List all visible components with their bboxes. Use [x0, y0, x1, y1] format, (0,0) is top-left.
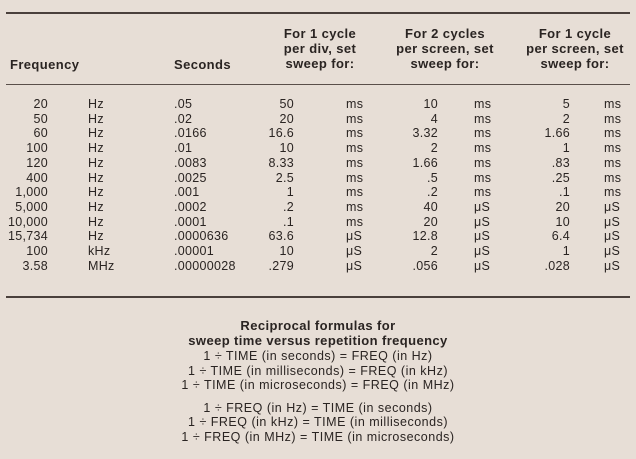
header-col3-line: per screen, set	[526, 41, 624, 56]
cell-c3: 20	[555, 199, 570, 214]
cell-u1: ms	[346, 170, 364, 185]
cell-c3: .83	[551, 155, 570, 170]
cell-u3: μS	[604, 214, 621, 229]
cell-freq: 120	[26, 155, 48, 170]
cell-c3: 10	[555, 214, 570, 229]
header-col3-line: For 1 cycle	[538, 26, 612, 41]
formulas-title-line: sweep time versus repetition frequency	[188, 333, 448, 348]
cell-u2: ms	[474, 126, 492, 141]
header-col2-line: per screen, set	[396, 41, 494, 56]
cell-c2: 4	[430, 111, 438, 126]
cell-funit: kHz	[88, 244, 111, 258]
cell-c1: .1	[282, 214, 294, 229]
cell-funit: Hz	[88, 111, 104, 126]
cell-sec: .0166	[174, 126, 207, 141]
cell-u1: ms	[346, 214, 364, 229]
cell-u3: ms	[604, 170, 622, 185]
cell-funit: Hz	[88, 199, 104, 214]
cell-sec: .0083	[174, 155, 207, 170]
formula-freq-to-time: 1 ÷ FREQ (in kHz) = TIME (in milliseconds)	[188, 415, 448, 429]
formulas-title-line: Reciprocal formulas for	[240, 318, 396, 333]
cell-sec: .00000028	[174, 258, 236, 273]
cell-u2: ms	[474, 155, 492, 170]
header-col2-line: For 2 cycles	[405, 26, 485, 41]
header-col1-line: sweep for:	[285, 56, 355, 71]
cell-u3: ms	[604, 111, 622, 126]
cell-c3: 1.66	[544, 126, 570, 141]
cell-c2: 2	[430, 141, 438, 156]
top-rule	[6, 12, 630, 14]
cell-c1: 10	[279, 141, 294, 156]
cell-c3: .028	[544, 258, 570, 273]
cell-c3: .25	[551, 170, 570, 185]
cell-sec: .0025	[174, 170, 207, 185]
header-col1	[272, 26, 368, 71]
cell-funit: Hz	[88, 185, 104, 200]
cell-funit: MHz	[88, 258, 115, 273]
cell-u1: μS	[346, 244, 363, 258]
cell-freq: 5,000	[15, 199, 48, 214]
cell-funit: Hz	[88, 214, 104, 229]
formula-time-to-freq: 1 ÷ TIME (in seconds) = FREQ (in Hz)	[203, 349, 433, 363]
cell-c1: 10	[279, 244, 294, 258]
cell-u1: μS	[346, 258, 363, 273]
cell-u2: ms	[474, 141, 492, 156]
cell-c2: .056	[412, 258, 438, 273]
cell-freq: 60	[33, 126, 48, 141]
cell-u2: μS	[474, 214, 491, 229]
cell-c3: 2	[562, 111, 570, 126]
cell-freq: 400	[26, 170, 48, 185]
cell-u1: ms	[346, 97, 364, 111]
cell-sec: .0000636	[174, 229, 229, 244]
header-frequency: Frequency	[10, 57, 80, 72]
cell-u2: ms	[474, 185, 492, 200]
formula-freq-to-time: 1 ÷ FREQ (in MHz) = TIME (in microseconds)	[181, 429, 455, 444]
cell-u1: ms	[346, 199, 364, 214]
cell-freq: 50	[33, 111, 48, 126]
header-col1-line: For 1 cycle	[283, 26, 357, 41]
cell-funit: Hz	[88, 126, 104, 141]
header-seconds: Seconds	[174, 57, 231, 72]
formula-freq-to-time: 1 ÷ FREQ (in Hz) = TIME (in seconds)	[203, 400, 433, 415]
cell-c1: 16.6	[268, 126, 294, 141]
cell-u1: ms	[346, 126, 364, 141]
cell-c1: 20	[279, 111, 294, 126]
cell-sec: .05	[174, 97, 193, 111]
cell-funit: Hz	[88, 229, 104, 244]
cell-u1: ms	[346, 111, 364, 126]
cell-freq: 10,000	[8, 214, 49, 229]
cell-c2: 3.32	[412, 126, 438, 141]
reciprocal-formulas	[0, 318, 636, 444]
cell-u2: μS	[474, 258, 491, 273]
cell-freq: 100	[26, 244, 48, 258]
cell-u3: μS	[604, 199, 621, 214]
cell-u1: ms	[346, 155, 364, 170]
cell-sec: .0002	[174, 199, 207, 214]
header-col2	[384, 26, 506, 71]
cell-u3: ms	[604, 141, 622, 156]
cell-c2: 10	[423, 97, 438, 111]
cell-funit: Hz	[88, 97, 104, 111]
cell-c3: 1	[562, 141, 570, 156]
cell-freq: 100	[26, 141, 48, 156]
cell-c1: 50	[279, 97, 294, 111]
cell-u2: μS	[474, 229, 491, 244]
cell-c2: 12.8	[412, 229, 438, 244]
cell-c1: 1	[286, 185, 294, 200]
cell-sec: .01	[174, 141, 193, 156]
cell-c1: 2.5	[275, 170, 294, 185]
cell-c2: 40	[423, 199, 438, 214]
cell-u2: μS	[474, 244, 491, 258]
cell-c3: 5	[562, 97, 570, 111]
cell-c1: .2	[282, 199, 294, 214]
cell-u3: ms	[604, 155, 622, 170]
cell-freq: 1,000	[15, 185, 48, 200]
cell-u3: μS	[604, 244, 621, 258]
cell-c2: 20	[423, 214, 438, 229]
cell-sec: .02	[174, 111, 193, 126]
cell-funit: Hz	[88, 170, 104, 185]
header-col2-line: sweep for:	[410, 56, 480, 71]
header-col3	[516, 26, 634, 71]
cell-c2: 2	[430, 244, 438, 258]
header-rule	[6, 84, 630, 85]
cell-u3: ms	[604, 97, 622, 111]
cell-freq: 15,734	[8, 229, 49, 244]
cell-c1: 8.33	[268, 155, 294, 170]
cell-u3: ms	[604, 185, 622, 200]
cell-funit: Hz	[88, 141, 104, 156]
cell-c3: 6.4	[551, 229, 570, 244]
cell-u2: μS	[474, 199, 491, 214]
cell-funit: Hz	[88, 155, 104, 170]
cell-c1: .279	[268, 258, 294, 273]
cell-u3: μS	[604, 258, 621, 273]
cell-u2: ms	[474, 111, 492, 126]
cell-c2: .5	[426, 170, 438, 185]
cell-freq: 3.58	[22, 258, 48, 273]
cell-u1: ms	[346, 185, 364, 200]
cell-freq: 20	[33, 97, 48, 111]
cell-u3: μS	[604, 229, 621, 244]
cell-u3: ms	[604, 126, 622, 141]
bottom-rule	[6, 296, 630, 298]
cell-u2: ms	[474, 97, 492, 111]
formula-time-to-freq: 1 ÷ TIME (in milliseconds) = FREQ (in kHz)	[188, 363, 448, 378]
cell-c3: 1	[562, 244, 570, 258]
cell-sec: .00001	[174, 244, 215, 258]
cell-u1: ms	[346, 141, 364, 156]
header-col3-line: sweep for:	[540, 56, 610, 71]
header-col1-line: per div, set	[283, 41, 357, 56]
cell-c3: .1	[558, 185, 570, 200]
cell-u2: ms	[474, 170, 492, 185]
cell-sec: .0001	[174, 214, 207, 229]
cell-c2: .2	[426, 185, 438, 200]
formula-time-to-freq: 1 ÷ TIME (in microseconds) = FREQ (in MHz)	[181, 378, 455, 392]
cell-sec: .001	[174, 185, 200, 200]
cell-c1: 63.6	[268, 229, 294, 244]
cell-u1: μS	[346, 229, 363, 244]
cell-c2: 1.66	[412, 155, 438, 170]
